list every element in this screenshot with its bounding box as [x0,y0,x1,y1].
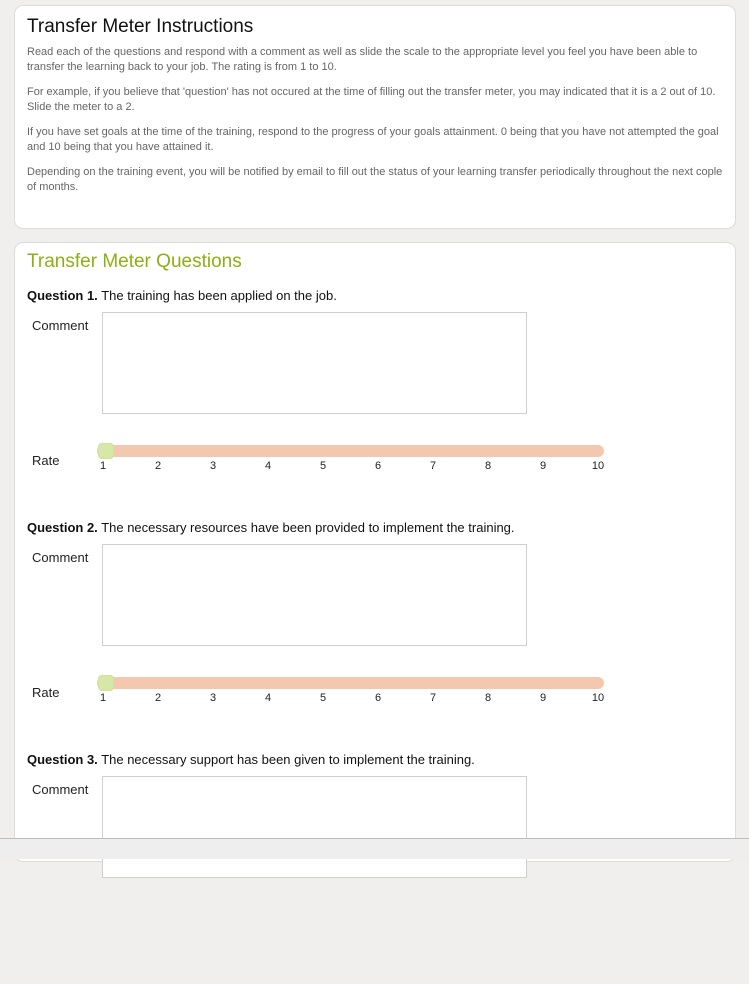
question-number: Question 3. [27,752,98,767]
scale-tick-label: 7 [429,460,437,472]
scale-tick-label: 5 [319,692,327,704]
comment-label: Comment [32,550,89,565]
question-body: The necessary resources have been provided to implement the training. [101,520,515,535]
comment-label: Comment [32,782,89,797]
instructions-paragraph: Read each of the questions and respond with a comment as well as slide the scale to the appropriate level you feel you have been able to transfer the learning back to your job. The rating is from 1 to 10. [27,46,698,73]
instructions-paragraph: If you have set goals at the time of the training, respond to the progress of your goals attainment. 0 being that you have not attempted the goal and 10 being that you have attained it. [27,126,719,153]
question-text [27,288,723,304]
rate-label: Rate [32,453,60,468]
instructions-paragraph: For example, if you believe that 'question' has not occured at the time of filling out the transfer meter, you may indicated that it is a 2 out of 10. Slide the meter to a 2. [27,86,716,113]
scale-tick-label: 2 [154,460,162,472]
scale-tick-label: 10 [591,692,605,704]
question-text [27,752,723,768]
instructions-paragraph: Depending on the training event, you will be notified by email to fill out the status of your learning transfer periodically throughout the next cople of months. [27,166,723,193]
slider-handle[interactable] [98,675,114,691]
scale-tick-label: 8 [484,460,492,472]
scale-tick-label: 1 [99,460,107,472]
question-text [27,520,723,536]
slider-track[interactable] [97,677,604,689]
question-block [27,520,723,752]
scale-tick-label: 6 [374,692,382,704]
question-block [27,752,723,984]
question-body: The training has been applied on the job. [101,288,337,303]
instructions-title: Transfer Meter Instructions [27,16,254,37]
scale-tick-label: 8 [484,692,492,704]
scale-ticks [99,460,605,474]
comment-field[interactable] [102,544,527,646]
scale-tick-label: 2 [154,692,162,704]
rate-label: Rate [32,685,60,700]
question-number: Question 1. [27,288,98,303]
scale-tick-label: 9 [539,692,547,704]
question-block [27,288,723,520]
scale-tick-label: 4 [264,460,272,472]
scale-tick-label: 3 [209,692,217,704]
scale-ticks [99,692,605,706]
scale-tick-label: 3 [209,460,217,472]
slider-track[interactable] [97,445,604,457]
rating-slider[interactable] [97,677,604,689]
scale-tick-label: 1 [99,692,107,704]
bottom-bar [0,838,749,859]
comment-field[interactable] [102,312,527,414]
scale-tick-label: 7 [429,692,437,704]
scale-tick-label: 6 [374,460,382,472]
scale-tick-label: 5 [319,460,327,472]
scale-tick-label: 9 [539,460,547,472]
scale-tick-label: 10 [591,460,605,472]
question-number: Question 2. [27,520,98,535]
scale-tick-label: 4 [264,692,272,704]
instructions-panel [14,5,736,229]
rating-slider[interactable] [97,445,604,457]
questions-panel [14,242,736,862]
comment-field[interactable] [102,776,527,878]
questions-title: Transfer Meter Questions [27,251,242,272]
question-body: The necessary support has been given to implement the training. [101,752,475,767]
slider-handle[interactable] [98,443,114,459]
comment-label: Comment [32,318,89,333]
